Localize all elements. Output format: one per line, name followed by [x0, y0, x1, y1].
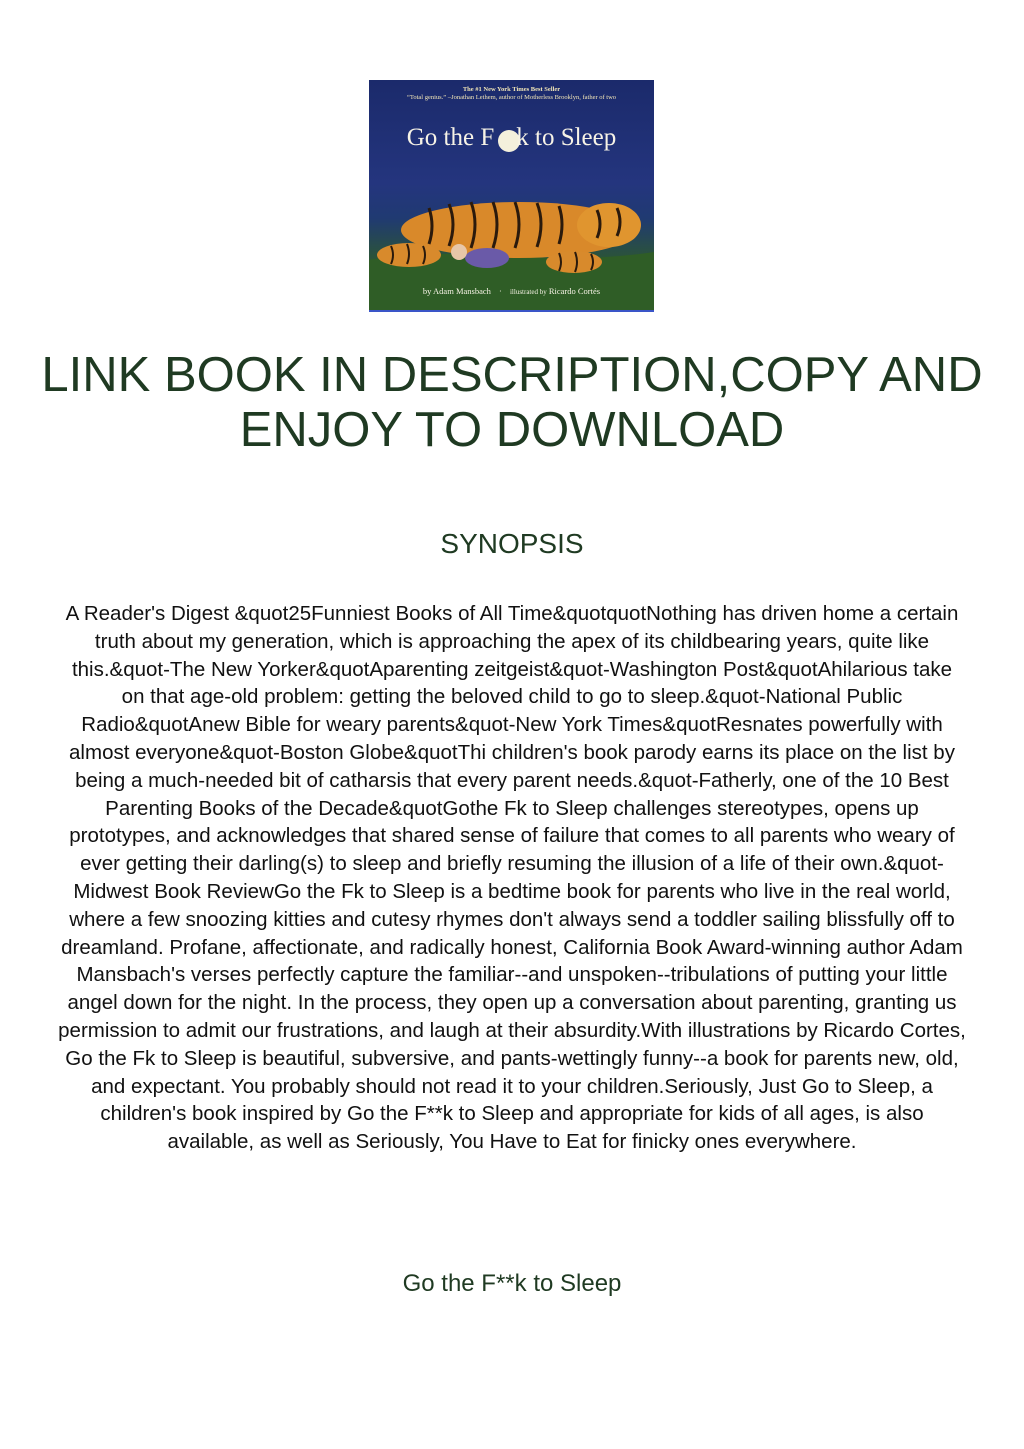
cover-title — [369, 124, 654, 152]
book-title-link[interactable]: Go the F**k to Sleep — [402, 1270, 622, 1297]
cover-illustration — [369, 80, 654, 310]
synopsis-heading: SYNOPSIS — [440, 528, 584, 559]
cover-tagline: The #1 New York Times Best Seller — [462, 86, 561, 93]
book-cover-image[interactable] — [369, 80, 654, 312]
cover-illustrator-prefix: illustrated by — [509, 288, 547, 296]
synopsis-body: A Reader's Digest &quot25Funniest Books of All Time&quotquotNothing has driven home a certain truth about my generation, which is approaching the apex of its childbearing years, quite like this.&quot-The New Yorker&quotAparenting zeitgeist&quot-Washington Post&quotAhilarious take on that age-old problem: getting the beloved child to go to sleep.&quot-National Public Radio&quotAnew Bible for weary parents&quot-New York Times&quotResnates powerfully with almost everyone&quot-Boston Globe&quotThi children's book parody earns its place on the list by being a much-needed bit of catharsis that every parent needs.&quot-Fatherly, one of the 10 Best Parenting Books of the Decade&quotGothe Fk to Sleep challenges stereotypes, opens up prototypes, and acknowledges that shared sense of failure that comes to all parents who weary of ever getting their darling(s) to sleep and briefly resuming the illusion of a life of their own.&quot-Midwest Book ReviewGo the Fk to Sleep is a bedtime book for parents who live in the real world, where a few snoozing kitties and cutesy rhymes don't always send a toddler sailing blissfully off to dreamland. Profane, affectionate, and radically honest, California Book Award-winning author Adam Mansbach's verses perfectly capture the familiar--and unspoken--tribulations of putting your little angel down for the night. In the process, they open up a conversation about parenting, granting us permission to admit our frustrations, and laugh at their absurdity.With illustrations by Ricardo Cortes, Go the Fk to Sleep is beautiful, subversive, and pants-wettingly funny--a book for parents new, old, and expectant. You probably should not read it to your children.Seriously, Just Go to Sleep, a children's book inspired by Go the F**k to Sleep and appropriate for kids of all ages, is also available, as well as Seriously, You Have to Eat for finicky ones everywhere. — [58, 602, 966, 1154]
cover-quote: “Total genius.” –Jonathan Lethem, author of Motherless Brooklyn, father of two — [406, 94, 617, 101]
cover-title-left: Go the F — [406, 124, 495, 151]
download-headline: LINK BOOK IN DESCRIPTION,COPY AND ENJOY TO DOWNLOAD — [41, 348, 983, 457]
cover-title-right: k to Sleep — [516, 124, 617, 151]
cover-author: by Adam Mansbach — [422, 286, 491, 296]
cover-header — [369, 86, 654, 102]
cover-illustrator: Ricardo Cortés — [548, 286, 601, 296]
cover-byline — [369, 286, 654, 296]
cover-separator: · — [499, 286, 502, 296]
